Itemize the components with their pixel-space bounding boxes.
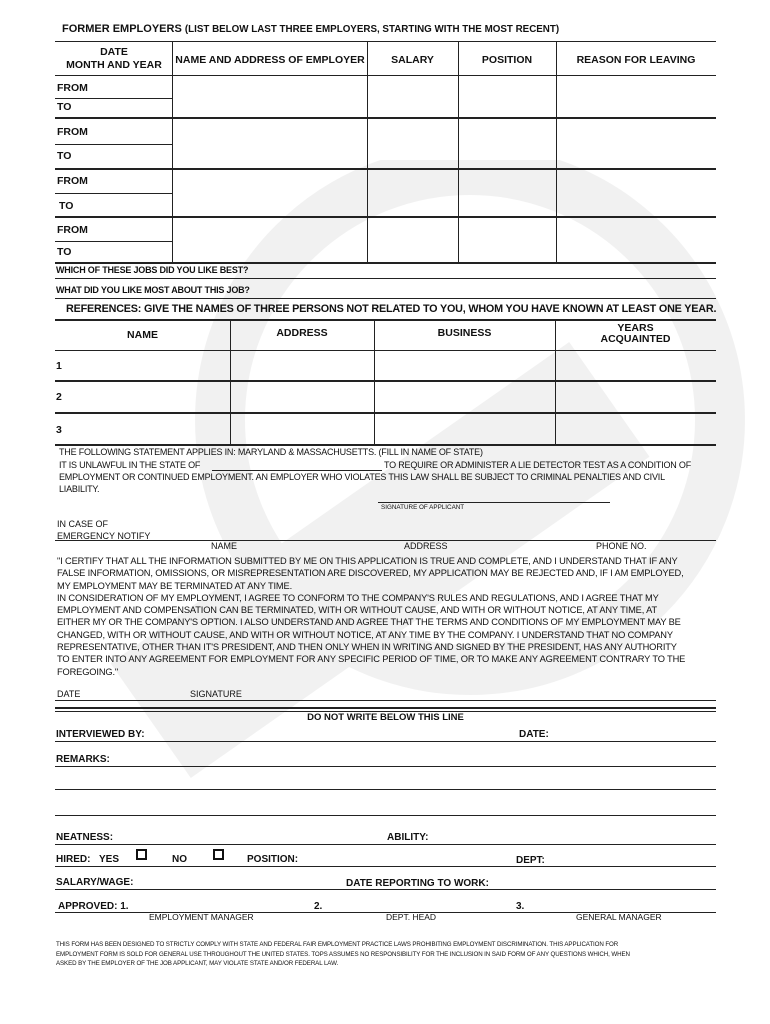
employment-manager-label: EMPLOYMENT MANAGER [149, 912, 254, 922]
remarks-line-2[interactable] [55, 789, 716, 790]
dept-label: DEPT: [516, 855, 545, 866]
neatness-ability-line[interactable] [55, 844, 716, 845]
references-subtitle: GIVE THE NAMES OF THREE PERSONS NOT RELATED TO YOU, WHOM YOU HAVE KNOWN AT LEAST ONE YEAR. [144, 303, 717, 315]
liked-most-question: WHAT DID YOU LIKE MOST ABOUT THIS JOB? [56, 285, 250, 295]
statement-line3: EMPLOYMENT OR CONTINUED EMPLOYMENT. AN EMPLOYER WHO VIOLATES THIS LAW SHALL BE SUBJECT TO CRIMINAL PENALTIES AND CIVIL [59, 472, 665, 482]
row4-from-label: FROM [57, 224, 88, 236]
ability-label: ABILITY: [387, 832, 429, 843]
row4-to-label: TO [57, 246, 72, 258]
footer-line: EMPLOYMENT FORM IS SOLD FOR GENERAL USE THROUGHOUT THE UNITED STATES. TOPS ASSUMES NO RESPONSIBILITY FOR THE INCLUSION IN SAID FORM OF ANY QUESTIONS WHICH, WHEN [56, 950, 630, 958]
row1-from-label: FROM [57, 82, 88, 94]
certify-signature-label: SIGNATURE [190, 689, 242, 699]
applicant-signature-line[interactable] [378, 502, 610, 503]
salary-column-header: SALARY [391, 54, 434, 66]
certify-line: TO ENTER INTO ANY AGREEMENT FOR EMPLOYMENT FOR ANY SPECIFIC PERIOD OF TIME, OR TO MAKE ANY AGREEMENT CONTRARY TO THE [57, 654, 686, 665]
state-name-field[interactable] [212, 470, 382, 471]
statement-line2-start: IT IS UNLAWFUL IN THE STATE OF [59, 460, 201, 470]
date-header-line1: DATE [100, 46, 128, 58]
former-employers-heading [62, 23, 559, 35]
ref-name-column-header: NAME [127, 329, 158, 341]
row3-to-label: TO [59, 200, 74, 212]
emergency-name-label: NAME [211, 541, 238, 551]
reason-column-header: REASON FOR LEAVING [576, 54, 696, 66]
hired-label: HIRED: [56, 854, 91, 865]
applicant-signature-label: SIGNATURE OF APPLICANT [381, 504, 465, 511]
footer-line: ASKED BY THE EMPLOYER OF THE JOB APPLICANT, MAY VIOLATE STATE AND/OR FEDERAL LAW. [56, 960, 339, 967]
ref-business-column-header: BUSINESS [437, 327, 492, 339]
footer-line: THIS FORM HAS BEEN DESIGNED TO STRICTLY COMPLY WITH STATE AND FEDERAL FAIR EMPLOYMENT PRACTICE LAWS PROHIBITING EMPLOYMENT DISCRIMINATION. THIS APPLICATION FOR [56, 941, 619, 948]
date-signature-line[interactable] [55, 700, 716, 701]
certify-line: "I CERTIFY THAT ALL THE INFORMATION SUBMITTED BY ME ON THIS APPLICATION IS TRUE AND COMPLETE, AND I UNDERSTAND THAT IF ANY [57, 556, 678, 566]
references-title: REFERENCES: [66, 303, 142, 315]
do-not-write-notice: DO NOT WRITE BELOW THIS LINE [307, 712, 464, 723]
salary-line[interactable] [55, 889, 716, 890]
ref-address-column-header: ADDRESS [276, 327, 328, 339]
former-employers-title: FORMER EMPLOYERS [62, 23, 182, 35]
legal-footer [56, 940, 718, 969]
ref-row-2-number: 2 [56, 391, 62, 403]
hired-no-label: NO [172, 854, 187, 865]
row1-to-label: TO [57, 101, 72, 113]
certify-line: EITHER MY OR THE COMPANY'S OPTION. I ALSO UNDERSTAND AND AGREE THAT THE TERMS AND CONDITIONS OF MY EMPLOYMENT MAY BE [57, 617, 681, 628]
interviewed-by-line[interactable] [55, 741, 716, 742]
remarks-line-1[interactable] [55, 766, 716, 767]
position-column-header: POSITION [481, 54, 533, 66]
remarks-line-3[interactable] [55, 815, 716, 816]
employer1-name-field[interactable] [173, 76, 366, 116]
statement-line2-end: TO REQUIRE OR ADMINISTER A LIE DETECTOR TEST AS A CONDITION OF [384, 460, 691, 470]
employer3-name-field[interactable] [173, 170, 366, 215]
employer4-name-field[interactable] [173, 218, 366, 261]
references-heading [66, 303, 716, 315]
approver-2-number: 2. [314, 901, 323, 912]
date-column-header [55, 46, 173, 72]
certify-line: CHANGED, WITH OR WITHOUT CAUSE, AND WITH OR WITHOUT NOTICE, AT ANY TIME BY THE COMPANY. I UNDERSTAND THAT NO COMPANY [57, 629, 673, 640]
ref-row-1-number: 1 [56, 360, 62, 372]
ref-row-3-number: 3 [56, 424, 62, 436]
approved-label: APPROVED: 1. [58, 901, 129, 912]
emergency-label-line1: IN CASE OF [57, 519, 109, 529]
certify-line: IN CONSIDERATION OF MY EMPLOYMENT, I AGREE TO CONFORM TO THE COMPANY'S RULES AND REGULATIONS, AND I AGREE THAT MY [57, 592, 659, 603]
emergency-address-label: ADDRESS [404, 541, 448, 551]
liked-best-question: WHICH OF THESE JOBS DID YOU LIKE BEST? [56, 265, 249, 275]
certify-line: FOREGOING." [57, 666, 119, 677]
row3-from-label: FROM [57, 175, 88, 187]
general-manager-label: GENERAL MANAGER [576, 912, 662, 922]
years-header-line2: ACQUAINTED [600, 333, 671, 345]
neatness-label: NEATNESS: [56, 832, 114, 843]
row2-from-label: FROM [57, 126, 88, 138]
date-reporting-label: DATE REPORTING TO WORK: [346, 878, 489, 889]
certify-line: MY EMPLOYMENT MAY BE TERMINATED AT ANY TIME. [57, 580, 293, 591]
statement-line4: LIABILITY. [59, 484, 100, 494]
certify-date-label: DATE [57, 689, 81, 699]
date-header-line2: MONTH AND YEAR [66, 59, 162, 71]
emergency-label-line2: EMERGENCY NOTIFY [57, 531, 151, 541]
hired-yes-label: YES [99, 854, 120, 865]
remarks-label: REMARKS: [56, 754, 110, 765]
hired-yes-checkbox[interactable] [136, 849, 147, 860]
certify-line: FALSE INFORMATION, OMISSIONS, OR MISREPRESENTATION ARE DISCOVERED, MY APPLICATION MAY BE REJECTED AND, IF I AM EMPLOYED, [57, 568, 684, 579]
hired-position-label: POSITION: [247, 854, 299, 865]
certify-line: EMPLOYMENT AND COMPENSATION CAN BE TERMINATED, WITH OR WITHOUT CAUSE, AND WITH OR WITHOUT NOTICE, AT ANY TIME, AT [57, 605, 657, 616]
certify-line: REPRESENTATIVE, OTHER THAN IT'S PRESIDENT, AND THEN ONLY WHEN IN WRITING AND SIGNED BY THE PRESIDENT, HAS ANY AUTHORITY [57, 642, 677, 653]
hired-line[interactable] [55, 866, 716, 867]
salary-wage-label: SALARY/WAGE: [56, 877, 134, 888]
employer2-name-field[interactable] [173, 119, 366, 167]
ref-years-column-header [555, 323, 716, 345]
row2-to-label: TO [57, 150, 72, 162]
emergency-phone-label: PHONE NO. [596, 541, 647, 551]
hired-no-checkbox[interactable] [213, 849, 224, 860]
emergency-label [57, 518, 150, 542]
dept-head-label: DEPT. HEAD [386, 912, 437, 922]
interview-date-label: DATE: [519, 729, 549, 740]
certification-text [57, 555, 717, 678]
interviewed-by-label: INTERVIEWED BY: [56, 729, 145, 740]
former-employers-subtitle: (LIST BELOW LAST THREE EMPLOYERS, STARTING WITH THE MOST RECENT) [184, 24, 560, 35]
years-header-line1: YEARS [617, 322, 654, 334]
approver-3-number: 3. [516, 901, 525, 912]
statement-line1: THE FOLLOWING STATEMENT APPLIES IN: MARYLAND & MASSACHUSETTS. (FILL IN NAME OF STATE) [59, 447, 483, 457]
employer-name-column-header: NAME AND ADDRESS OF EMPLOYER [175, 54, 365, 66]
